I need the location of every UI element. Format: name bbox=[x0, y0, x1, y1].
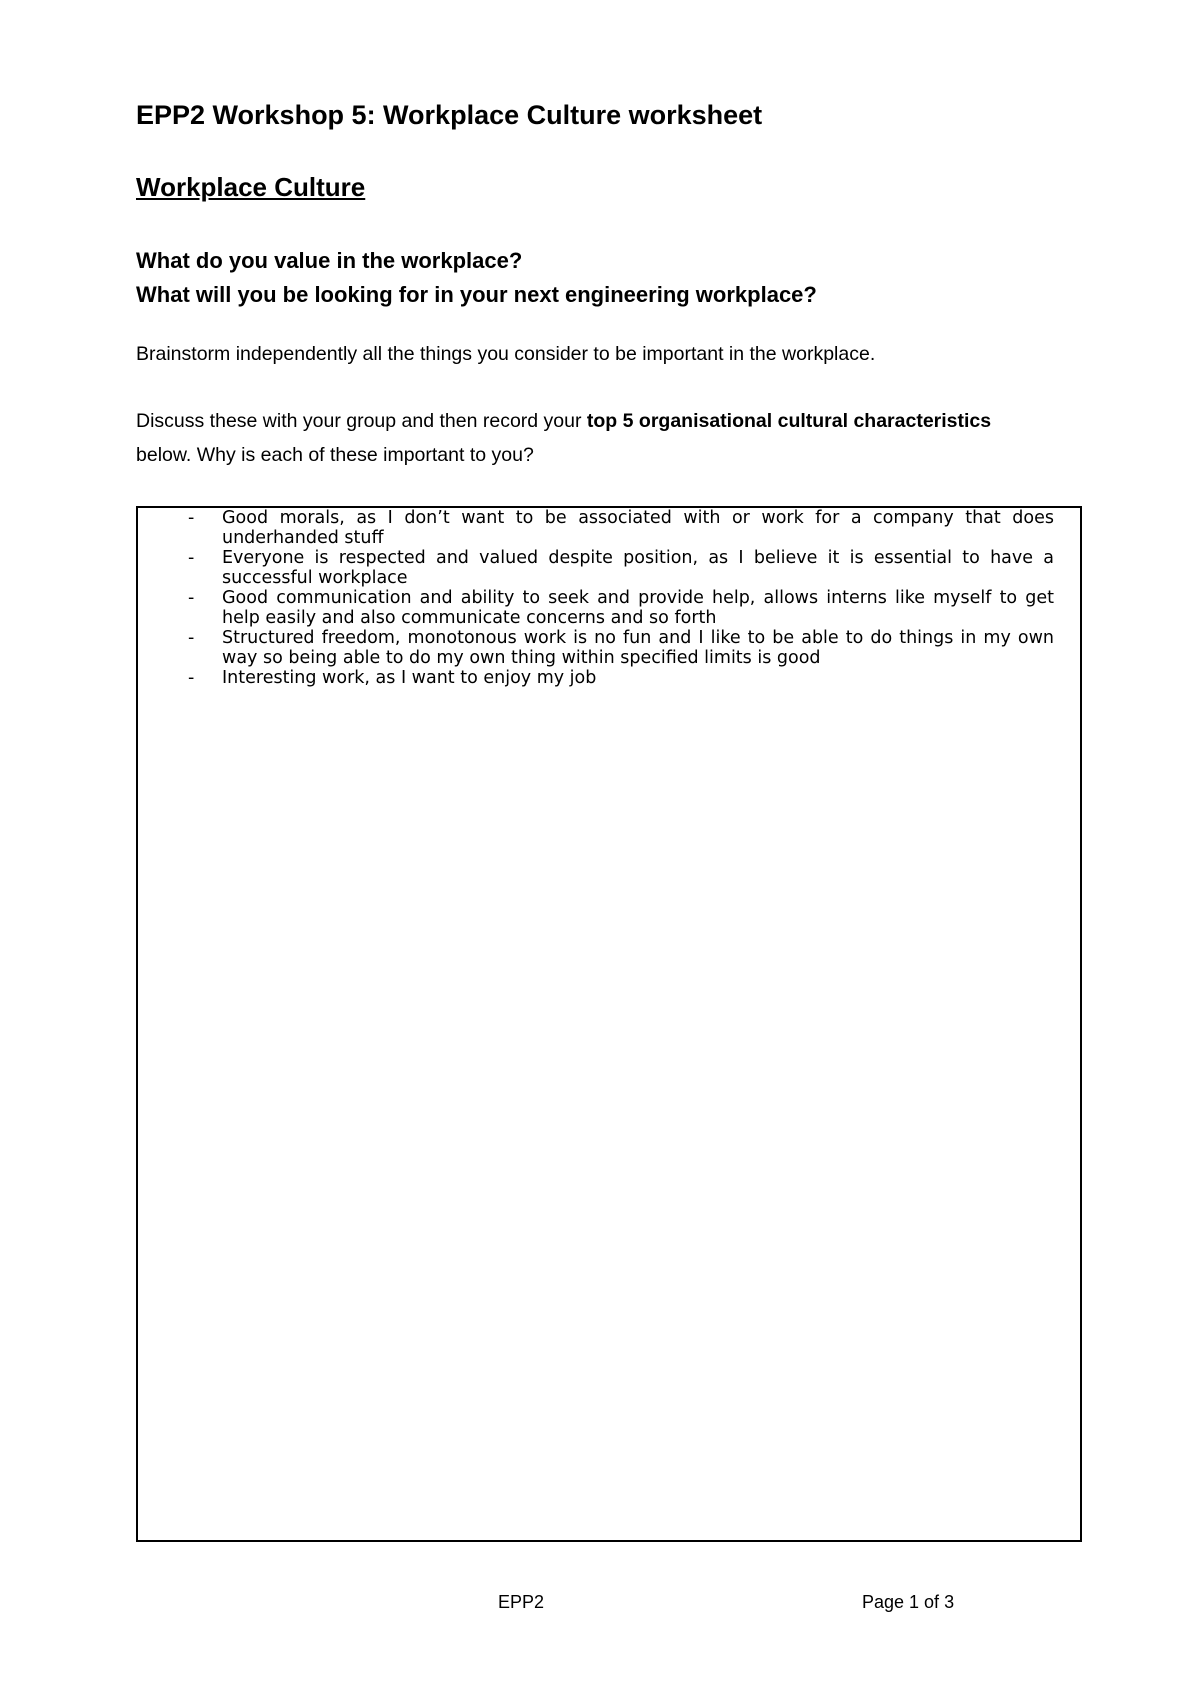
answer-list bbox=[188, 508, 1054, 688]
answer-item bbox=[188, 508, 1054, 548]
answer-item bbox=[188, 588, 1054, 628]
instruction-discuss bbox=[136, 410, 991, 433]
answer-text: Good communication and ability to seek and provide help, allows interns like myself to get help easily and also communicate concerns and so forth bbox=[222, 588, 1054, 628]
instruction-brainstorm: Brainstorm independently all the things you consider to be important in the workplace. bbox=[136, 343, 876, 365]
answer-text: Everyone is respected and valued despite position, as I believe it is essential to have a successful workplace bbox=[222, 548, 1054, 588]
instruction-discuss-prefix: Discuss these with your group and then record your bbox=[136, 410, 587, 432]
page-number: Page 1 of 3 bbox=[862, 1592, 955, 1612]
answer-box bbox=[136, 506, 1082, 1542]
page-title: EPP2 Workshop 5: Workplace Culture worksheet bbox=[136, 100, 763, 130]
answer-text: Structured freedom, monotonous work is no fun and I like to be able to do things in my own way so being able to do my own thing within specified limits is good bbox=[222, 628, 1054, 668]
instruction-discuss-suffix: below. Why is each of these important to you? bbox=[136, 444, 534, 466]
answer-item bbox=[188, 668, 1054, 688]
answer-text: Interesting work, as I want to enjoy my job bbox=[222, 668, 597, 688]
answer-text: Good morals, as I don’t want to be associated with or work for a company that does underhanded stuff bbox=[222, 508, 1054, 548]
section-heading: Workplace Culture bbox=[136, 172, 366, 202]
instruction-discuss-bold: top 5 organisational cultural characteristics bbox=[586, 410, 992, 432]
bullet-dash: - bbox=[188, 628, 195, 648]
bullet-dash: - bbox=[188, 588, 195, 608]
answer-item bbox=[188, 628, 1054, 668]
question-values: What do you value in the workplace? bbox=[136, 248, 523, 273]
footer-label: EPP2 bbox=[498, 1592, 545, 1612]
bullet-dash: - bbox=[188, 668, 195, 688]
answer-item bbox=[188, 548, 1054, 588]
bullet-dash: - bbox=[188, 508, 195, 528]
bullet-dash: - bbox=[188, 548, 195, 568]
question-next-workplace: What will you be looking for in your next engineering workplace? bbox=[136, 282, 817, 307]
